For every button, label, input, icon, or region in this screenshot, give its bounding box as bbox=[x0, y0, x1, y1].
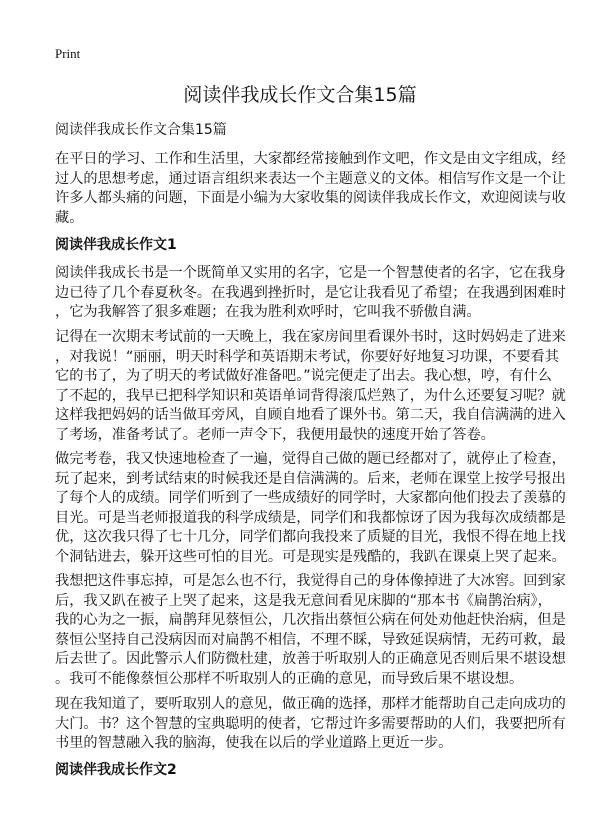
paragraph bbox=[55, 264, 566, 323]
line: 后，我又趴在被子上哭了起来，这是我无意间看见床脚的“那本书《扁鹊治病》， bbox=[55, 592, 552, 609]
paragraph bbox=[55, 572, 566, 690]
line: 过人的思想考虑，通过语言组织来表达一个主题意义的文体。相信写作文是一个让 bbox=[55, 170, 566, 187]
line: 个洞钻进去，躲开这些可怕的目光。可是现实是残酷的，我趴在课桌上哭了起来。 bbox=[55, 548, 566, 565]
line: 大门。书？这个智慧的宝典聪明的使者，它帮过许多需要帮助的人们，我要把所有 bbox=[55, 715, 566, 732]
line: 蔡恒公坚持自己没病因而对扁鹊不相信，不理不睬，导致延误病情，无药可救，最 bbox=[55, 631, 566, 648]
paragraph bbox=[55, 328, 566, 446]
line: 玩了起来，到考试结束的时候我还是自信满满的。后来，老师在课堂上按学号报出 bbox=[55, 470, 566, 487]
line: 这样我把妈妈的话当做耳旁风，自顾自地看了课外书。第二天，我自信满满的进入 bbox=[55, 407, 566, 424]
paragraph bbox=[55, 450, 566, 568]
line: 了每个人的成绩。同学们听到了一些成绩好的同学时，大家都向他们投去了羡慕的 bbox=[55, 490, 566, 507]
paragraph bbox=[55, 695, 566, 754]
line: 目光。可是当老师报道我的科学成绩是，同学们和我都惊讶了因为我每次成绩都是 bbox=[55, 509, 566, 526]
line: 。我可不能像蔡恒公那样不听取别人的正确的意见，而导致后果不堪设想。 bbox=[55, 670, 524, 687]
section-heading-2: 阅读伴我成长作文2 bbox=[55, 762, 177, 778]
line: 边已待了几个春夏秋冬。在我遇到挫折时，是它让我看见了希望；在我遇到困难时 bbox=[55, 284, 566, 301]
document-subtitle: 阅读伴我成长作文合集15篇 bbox=[55, 122, 227, 138]
line: ，它为我解答了狠多难题；在我为胜利欢呼时，它叫我不骄傲自满。 bbox=[55, 304, 481, 321]
line: 做完考卷，我又快速地检查了一遍，觉得自己做的题已经都对了，就停止了检查， bbox=[55, 451, 566, 467]
line: 优，这次我只得了七十几分，同学们都向我投来了质疑的目光，我恨不得在地上找 bbox=[55, 529, 566, 546]
line: 在平日的学习、工作和生活里，大家都经常接触到作文吧，作文是由文字组成，经 bbox=[55, 151, 566, 167]
line: 了考场，准备考试了。老师一声令下，我便用最快的速度开始了答卷。 bbox=[55, 426, 495, 443]
line: 它的书了，为了明天的考试做好准备吧。”说完便走了出去。我心想，哼，有什么 bbox=[55, 368, 552, 385]
line: 阅读伴我成长书是一个既简单又实用的名字，它是一个智慧使者的名字，它在我身 bbox=[55, 265, 566, 281]
line: 了不起的，我早已把科学知识和英语单词背得滚瓜烂熟了，为什么还要复习呢？就 bbox=[55, 387, 566, 404]
print-link[interactable]: Print bbox=[55, 46, 81, 61]
line: 记得在一次期末考试前的一天晚上，我在家房间里看课外书时，这时妈妈走了进来 bbox=[55, 329, 566, 345]
line: 书里的智慧融入我的脑海，使我在以后的学业道路上更近一步。 bbox=[55, 735, 453, 752]
line: 后去世了。因此警示人们防微杜建，放善于听取别人的正确意见否则后果不堪设想 bbox=[55, 651, 566, 668]
line: 藏。 bbox=[55, 209, 84, 226]
line: 我的心为之一振，扁鹊拜见蔡恒公，几次指出蔡恒公病在何处劝他赶快治病，但是 bbox=[55, 612, 566, 629]
intro-paragraph bbox=[55, 150, 566, 228]
line: 现在我知道了，要听取别人的意见，做正确的选择，那样才能帮助自己走向成功的 bbox=[55, 696, 566, 712]
line: 许多人都头痛的问题，下面是小编为大家收集的阅读伴我成长作文，欢迎阅读与收 bbox=[55, 190, 566, 207]
line: 我想把这件事忘掉，可是怎么也不行，我觉得自己的身体像掉进了大冰窖。回到家 bbox=[55, 573, 566, 589]
line: ，对我说！“丽丽，明天时科学和英语期末考试，你要好好地复习功课，不要看其 bbox=[55, 348, 559, 365]
document-title: 阅读伴我成长作文合集15篇 bbox=[183, 84, 417, 106]
section-heading-1: 阅读伴我成长作文1 bbox=[55, 237, 177, 253]
